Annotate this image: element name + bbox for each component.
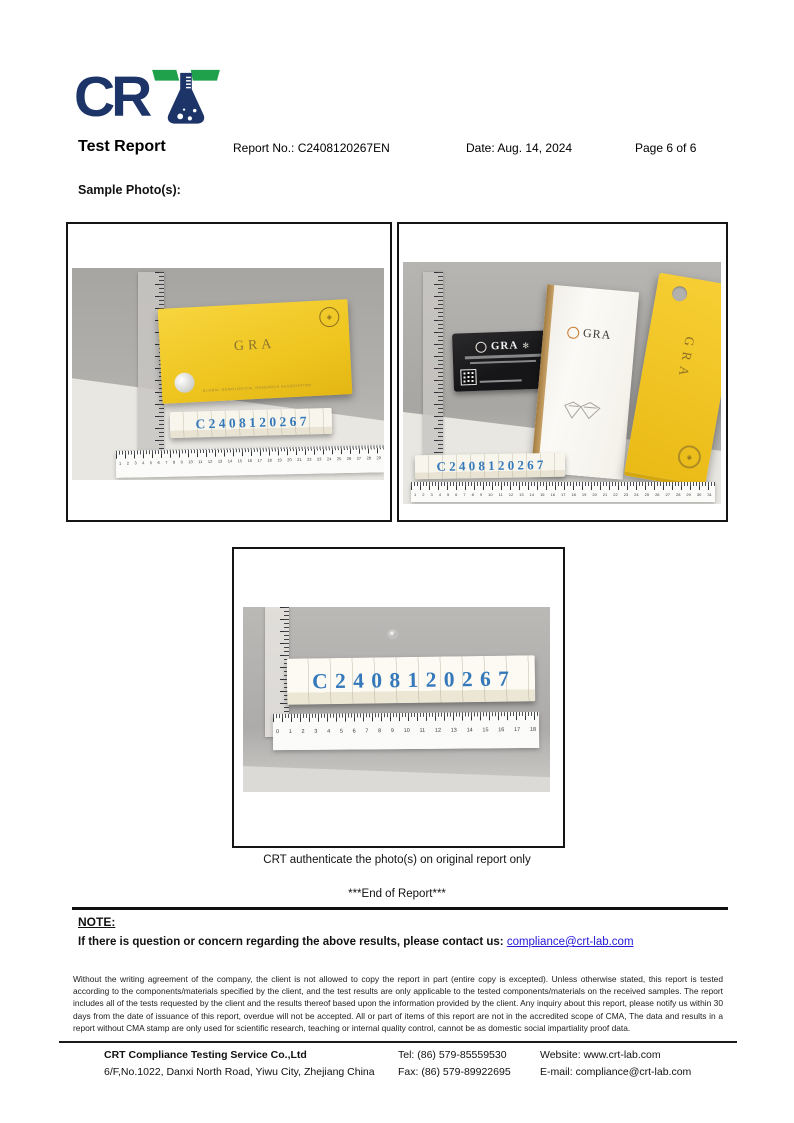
page-indicator: Page 6 of 6 [635, 141, 697, 155]
photo2-card-textline [470, 359, 536, 364]
photo1-ruler-numbers: 1 2 3 4 5 6 7 8 9 10 11 12 13 14 15 16 17 18 19 20 21 22 23 24 25 26 27 28 29 [118, 455, 382, 466]
disclaimer-paragraph: Without the writing agreement of the company, the client is not allowed to copy the report in part (entire copy is excepted). Unless otherwise stated, this report is tested according to the components/materials specified by the client, and the test results are only applicable to the tested components/materials on the received samples. The report includes all of the tests requested by the client and the results thereof based upon the information provided by the client. Any inquiry about this report, please notify us within 30 days from the date of issuance of this report, overdue will not be accepted. All or part of items of this report are not in the accredited scope of CMA, The data and results in a report without CMA stamp are only used for scientific research, teaching or internal quality control, cannot be as domestic social impartiality proof data. [73, 974, 723, 1033]
photo1-sample-code-block: C 2 4 0 8 1 2 0 2 6 7 [170, 408, 333, 438]
footer-phone-block [398, 1047, 511, 1080]
photo2-horizontal-ruler [411, 482, 715, 502]
diamond-sketch-icon [556, 397, 610, 425]
photo1-yellow-envelope [158, 299, 353, 404]
photo3-sample-code-block: C 2 4 0 8 1 2 0 2 6 7 [287, 655, 536, 704]
photo1-envelope-subtitle: GLOBAL GEMOLOGICAL RESEARCH ASSOCIATION [202, 383, 312, 393]
photo2-scene [403, 262, 721, 504]
snowflake-emblem-icon: ✻ [522, 340, 530, 350]
ring-icon [567, 326, 580, 339]
sample-photo-3 [232, 547, 565, 848]
photo2-vertical-ruler [423, 272, 443, 472]
contact-email-link[interactable]: compliance@crt-lab.com [506, 936, 634, 948]
footer-fax: Fax: (86) 579-89922695 [398, 1065, 511, 1078]
photo2-envelope-title: GRA [675, 335, 698, 383]
photo1-scene [72, 268, 384, 480]
photo2-card-textline [465, 354, 541, 359]
seal-icon: ◈ [676, 444, 703, 471]
footer-company-name: CRT Compliance Testing Service Co.,Ltd [104, 1049, 307, 1061]
photo3-scene [243, 607, 550, 792]
logo-cr-text: CR [74, 65, 149, 129]
footer-divider [59, 1041, 737, 1043]
footer-company-block [104, 1047, 375, 1080]
footer-tel: Tel: (86) 579-85559530 [398, 1049, 507, 1061]
photo2-yellow-envelope [624, 272, 721, 489]
footer-address: 6/F,No.1022, Danxi North Road, Yiwu City, Zhejiang China [104, 1065, 375, 1078]
photo2-card-logo [452, 338, 552, 353]
gemstone [389, 631, 396, 637]
photo3-horizontal-ruler [273, 712, 539, 750]
flask-icon [150, 68, 222, 133]
photo2-card-footline [480, 379, 522, 383]
note-divider [72, 907, 728, 910]
crt-logo [74, 65, 222, 133]
photo2-envelope-hole [671, 285, 688, 302]
photo1-envelope-title: GRA [233, 336, 276, 355]
photo2-sample-code-block: C 2 4 0 8 1 2 0 2 6 7 [415, 453, 565, 480]
photo2-brochure-title: GRA [582, 325, 612, 343]
footer-email: E-mail: compliance@crt-lab.com [540, 1065, 692, 1078]
photo3-ruler-numbers: 0 1 2 3 4 5 6 7 8 9 10 11 12 13 14 15 16 17 18 [275, 726, 537, 736]
sample-photos-label: Sample Photo(s): [78, 183, 181, 197]
report-title: Test Report [78, 138, 166, 155]
report-date: Date: Aug. 14, 2024 [466, 141, 573, 155]
ring-icon [476, 341, 487, 352]
sample-photo-2 [397, 222, 728, 522]
photo2-brochure-logo [543, 322, 636, 345]
photo-authentication-caption: CRT authenticate the photo(s) on original report only [263, 854, 531, 866]
photo1-horizontal-ruler [116, 445, 384, 478]
footer-web-block [540, 1047, 691, 1080]
photo2-ruler-numbers: 1 2 3 4 5 6 7 8 9 10 11 12 13 14 15 16 17 18 19 20 21 22 23 24 25 26 27 28 29 30 31 [414, 492, 712, 497]
report-number: Report No.: C2408120267EN [233, 141, 390, 155]
end-of-report-text: ***End of Report*** [348, 888, 446, 900]
note-label: NOTE: [78, 915, 116, 929]
photo2-card-title: GRA [490, 339, 519, 353]
qr-code-icon [460, 369, 477, 386]
photo2-brochure [531, 284, 639, 479]
sample-photo-1 [66, 222, 392, 522]
seal-icon: ◈ [319, 307, 340, 328]
footer-website: Website: www.crt-lab.com [540, 1049, 661, 1061]
contact-message: If there is question or concern regarding the above results, please contact us: [78, 936, 504, 948]
contact-line [78, 936, 634, 948]
